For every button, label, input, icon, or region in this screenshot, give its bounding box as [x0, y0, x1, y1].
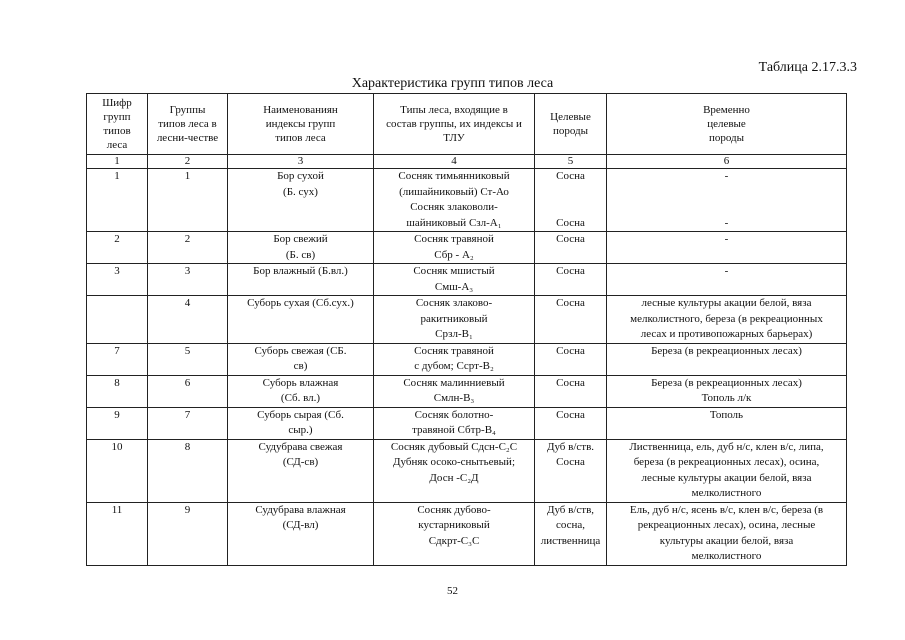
temp-cell-line: Береза (в рекреационных лесах) — [651, 376, 802, 389]
code-cell — [87, 407, 148, 439]
code-cell — [87, 169, 148, 232]
group-cell — [148, 343, 228, 375]
temp-cell — [607, 375, 847, 407]
types-cell-line: Сдкрт-С₃С — [428, 534, 480, 547]
temp-cell-line: рекреационных лесах), осина, лесные — [637, 519, 816, 531]
types-cell — [374, 439, 535, 502]
temp-cell-line: культуры акации белой, вяза — [659, 534, 794, 547]
name-cell-line: св) — [293, 360, 308, 372]
types-cell-line: Сосняк злаковоли- — [410, 201, 498, 213]
types-cell — [374, 264, 535, 296]
code-cell-line: 7 — [114, 344, 120, 357]
group-cell — [148, 375, 228, 407]
target-cell-line: Сосна — [556, 170, 585, 182]
types-cell — [374, 407, 535, 439]
name-cell-line: Бор влажный (Б.вл.) — [253, 265, 348, 277]
header-temp-line: целевые — [707, 118, 746, 130]
header-temp — [607, 94, 847, 155]
types-cell-line: кустарниковый — [418, 519, 490, 531]
code-cell-line — [89, 296, 145, 312]
types-cell-line: Досн -С₂Д — [429, 471, 479, 484]
column-numbers-row — [87, 155, 847, 169]
temp-cell-line: - — [724, 233, 729, 245]
name-cell-line: (СД-св) — [282, 456, 319, 468]
target-cell — [535, 169, 607, 232]
types-cell-line: Смлн-В₃ — [433, 392, 475, 404]
types-cell — [374, 375, 535, 407]
table-row — [87, 502, 847, 565]
table-row — [87, 264, 847, 296]
code-cell-line: 2 — [114, 233, 120, 245]
header-types-line: Типы леса, входящие в — [400, 104, 508, 116]
types-cell — [374, 232, 535, 264]
header-target-line: породы — [552, 125, 589, 137]
target-cell-line: сосна, — [555, 519, 586, 531]
types-cell-line: ракитниковый — [420, 312, 488, 325]
header-code-line: типов — [103, 125, 131, 137]
types-cell-line: Сосняк злаково- — [415, 297, 493, 309]
table-label: Таблица 2.17.3.3 — [758, 60, 857, 75]
types-cell-line: Дубняк осоко-снытьевый; — [393, 456, 515, 468]
group-cell-line: 7 — [184, 408, 191, 421]
code-cell — [87, 343, 148, 375]
name-cell-line: Бор свежий — [273, 233, 328, 245]
name-cell — [228, 169, 374, 232]
temp-cell-line: Тополь л/к — [701, 392, 752, 404]
name-cell-line: Суборь влажная — [262, 376, 339, 389]
target-cell-line: Сосна — [556, 408, 585, 421]
code-cell — [87, 232, 148, 264]
target-cell — [535, 232, 607, 264]
column-number: 3 — [228, 155, 374, 169]
header-code-line: групп — [103, 111, 131, 123]
group-cell-line: 3 — [184, 265, 191, 277]
types-cell-line: Сосняк дубовый Сдсн-С₂С — [390, 440, 518, 453]
temp-cell-line — [609, 200, 844, 216]
target-cell-line: Сосна — [556, 376, 585, 389]
name-cell-line: Судубрава влажная — [255, 503, 346, 516]
header-code-line: леса — [106, 139, 128, 151]
target-cell — [535, 375, 607, 407]
group-cell — [148, 232, 228, 264]
target-cell-line: Дуб в/ств. — [546, 440, 595, 453]
name-cell-line: Суборь сырая (Сб. — [257, 408, 344, 421]
code-cell-line: 11 — [111, 503, 123, 516]
types-cell — [374, 343, 535, 375]
target-cell-line: Сосна — [556, 344, 585, 357]
types-cell-line: Срзл-В₁ — [435, 328, 473, 340]
table-row — [87, 407, 847, 439]
group-cell-line: 8 — [184, 440, 191, 453]
forest-types-table — [86, 93, 847, 566]
types-cell-line: Сосняк тимьянниковый — [398, 170, 510, 182]
name-cell — [228, 407, 374, 439]
code-cell — [87, 375, 148, 407]
types-cell-line: Сосняк малинниевый — [403, 376, 505, 389]
code-cell — [87, 296, 148, 344]
temp-cell-line: мелколистного, береза (в рекреационных — [630, 312, 823, 325]
group-cell — [148, 296, 228, 344]
target-cell-line: Сосна — [556, 297, 585, 309]
name-cell — [228, 439, 374, 502]
types-cell-line: Сосняк травяной — [414, 344, 494, 357]
group-cell-line: 6 — [184, 376, 191, 389]
column-number: 1 — [87, 155, 148, 169]
target-cell-line: Дуб в/ств, — [546, 503, 595, 516]
group-cell — [148, 439, 228, 502]
code-cell-line: 3 — [114, 265, 120, 277]
header-target — [535, 94, 607, 155]
header-row — [87, 94, 847, 155]
target-cell-line — [537, 200, 604, 216]
temp-cell — [607, 343, 847, 375]
header-types-line: ТЛУ — [443, 132, 465, 144]
header-types-line: состав группы, их индексы и — [386, 118, 522, 130]
group-cell-line: 5 — [184, 344, 191, 357]
temp-cell — [607, 296, 847, 344]
temp-cell-line: лесные культуры акации белой, вяза — [641, 297, 812, 309]
temp-cell-line: мелколистного — [691, 550, 762, 562]
column-number: 6 — [607, 155, 847, 169]
temp-cell — [607, 232, 847, 264]
header-code-line: Шифр — [102, 97, 132, 109]
temp-cell-line: лесах и противопожарных барьерах) — [640, 328, 813, 340]
column-number: 4 — [374, 155, 535, 169]
target-cell — [535, 343, 607, 375]
target-cell-line: Сосна — [556, 216, 585, 229]
name-cell — [228, 375, 374, 407]
column-number: 2 — [148, 155, 228, 169]
header-name-line: Наименованиян — [263, 104, 338, 116]
group-cell — [148, 407, 228, 439]
group-cell-line: 9 — [184, 503, 191, 516]
temp-cell-line: - — [724, 265, 729, 277]
header-name-line: типов леса — [275, 132, 326, 144]
header-name — [228, 94, 374, 155]
name-cell-line: Судубрава свежая — [258, 440, 343, 453]
name-cell-line: Суборь сухая (Сб.сух.) — [247, 297, 354, 309]
table-row — [87, 296, 847, 344]
types-cell-line: Смш-А₃ — [434, 280, 474, 293]
name-cell-line: (Б. сух) — [283, 185, 318, 198]
group-cell-line: 4 — [184, 297, 191, 309]
temp-cell — [607, 439, 847, 502]
temp-cell-line: Ель, дуб н/с, ясень в/с, клен в/с, береза (в — [629, 503, 824, 516]
temp-cell-line: мелколистного — [691, 487, 762, 499]
group-cell — [148, 502, 228, 565]
name-cell-line: Суборь свежая (СБ. — [254, 344, 347, 357]
temp-cell-line: Тополь — [709, 408, 744, 421]
temp-cell-line: - — [724, 216, 729, 229]
table-row — [87, 375, 847, 407]
temp-cell — [607, 502, 847, 565]
name-cell-line: Бор сухой — [277, 170, 324, 182]
types-cell — [374, 502, 535, 565]
name-cell — [228, 264, 374, 296]
code-cell-line: 8 — [114, 376, 120, 389]
name-cell-line: (Сб. вл.) — [280, 392, 321, 404]
types-cell-line: шайниковый Сзл-А₁ — [406, 216, 502, 229]
target-cell — [535, 439, 607, 502]
temp-cell-line: береза (в рекреационных лесах), осина, — [633, 456, 820, 468]
code-cell-line: 1 — [114, 170, 120, 182]
temp-cell-line: Береза (в рекреационных лесах) — [651, 344, 802, 357]
name-cell-line: (Б. св) — [285, 248, 316, 261]
target-cell-line: лиственница — [540, 534, 601, 547]
name-cell-line: сыр.) — [288, 424, 313, 436]
target-cell — [535, 296, 607, 344]
header-code — [87, 94, 148, 155]
header-target-line: Целевые — [550, 111, 591, 123]
column-number: 5 — [535, 155, 607, 169]
page-number: 52 — [447, 585, 458, 597]
target-cell-line: Сосна — [556, 456, 585, 468]
header-name-line: индексы групп — [265, 118, 336, 130]
temp-cell — [607, 169, 847, 232]
code-cell — [87, 264, 148, 296]
temp-cell-line: Лиственница, ель, дуб н/с, клен в/с, липа, — [629, 440, 824, 453]
table-row — [87, 439, 847, 502]
types-cell — [374, 169, 535, 232]
target-cell-line: Сосна — [556, 265, 585, 277]
name-cell — [228, 232, 374, 264]
code-cell — [87, 502, 148, 565]
name-cell — [228, 502, 374, 565]
temp-cell — [607, 407, 847, 439]
name-cell-line: (СД-вл) — [282, 519, 319, 531]
header-group — [148, 94, 228, 155]
types-cell-line: травяной Сбтр-В₄ — [412, 424, 496, 436]
table-row — [87, 232, 847, 264]
types-cell-line: Сосняк дубово- — [417, 503, 491, 516]
group-cell-line: 2 — [184, 233, 191, 245]
target-cell — [535, 502, 607, 565]
target-cell — [535, 407, 607, 439]
code-cell-line: 10 — [111, 440, 123, 453]
header-types — [374, 94, 535, 155]
types-cell-line: Сбр - А₂ — [434, 248, 474, 261]
table-row — [87, 343, 847, 375]
table-title: Характеристика групп типов леса — [351, 76, 554, 91]
temp-cell-line — [609, 185, 844, 201]
code-cell-line: 9 — [114, 408, 120, 421]
table-row — [87, 169, 847, 232]
header-group-line: лесни-честве — [156, 132, 219, 144]
target-cell-line — [537, 185, 604, 201]
temp-cell-line: - — [724, 170, 729, 182]
temp-cell — [607, 264, 847, 296]
group-cell — [148, 264, 228, 296]
code-cell — [87, 439, 148, 502]
types-cell-line: Сосняк мшистый — [413, 265, 495, 277]
header-temp-line: породы — [708, 132, 745, 144]
target-cell — [535, 264, 607, 296]
types-cell-line: с дубом; Ссрт-В₂ — [414, 360, 494, 372]
types-cell-line: Сосняк травяной — [414, 233, 494, 245]
header-group-line: Группы — [169, 104, 206, 116]
name-cell — [228, 296, 374, 344]
name-cell — [228, 343, 374, 375]
header-temp-line: Временно — [703, 104, 750, 116]
types-cell-line: (лишайниковый) Ст-Ао — [399, 185, 509, 198]
group-cell-line: 1 — [184, 170, 191, 182]
types-cell-line: Сосняк болотно- — [414, 408, 494, 421]
group-cell — [148, 169, 228, 232]
target-cell-line: Сосна — [556, 233, 585, 245]
temp-cell-line: лесные культуры акации белой, вяза — [641, 471, 812, 484]
types-cell — [374, 296, 535, 344]
header-group-line: типов леса в — [158, 118, 217, 130]
